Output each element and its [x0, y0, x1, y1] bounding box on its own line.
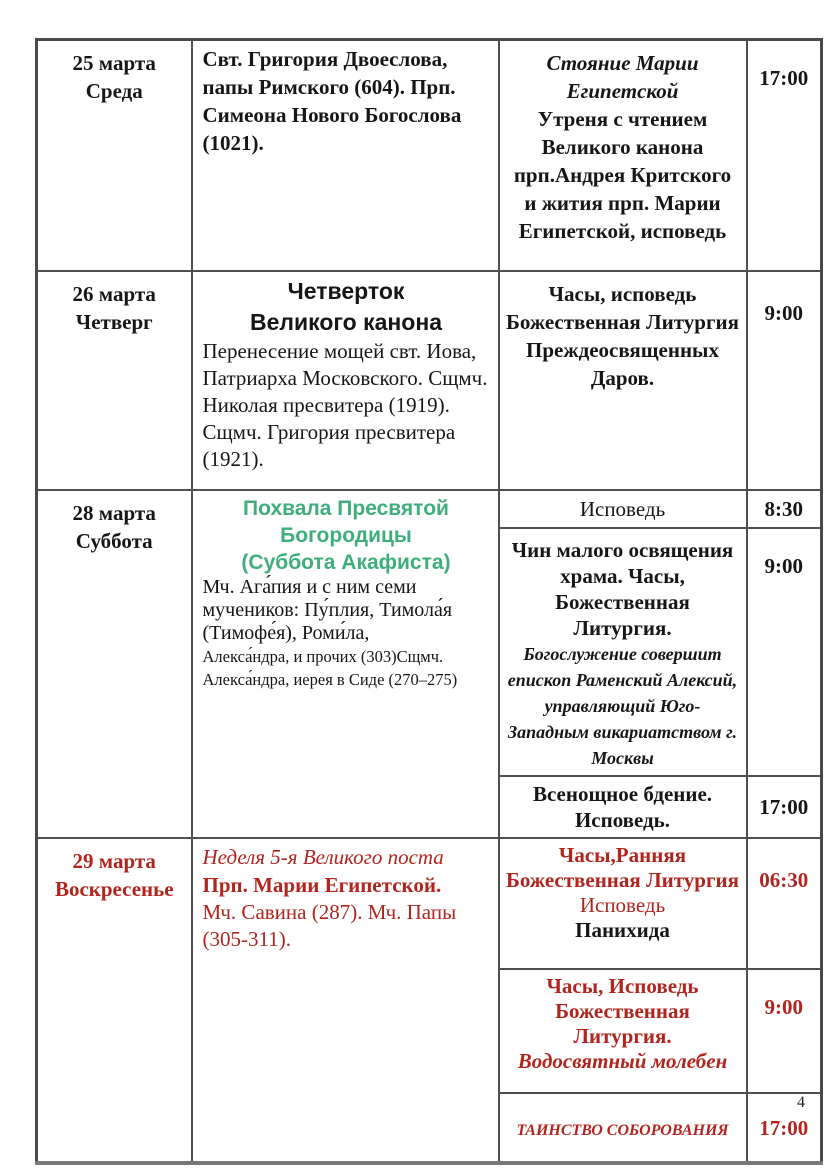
service-cell-day-3-sub-3	[499, 776, 747, 838]
time-text: 9:00	[764, 554, 803, 578]
table-row-day-1	[37, 40, 822, 272]
table-row-day-3	[37, 490, 822, 528]
time-cell	[747, 1093, 822, 1163]
weekday-text: Суббота	[75, 529, 153, 553]
schedule-table	[35, 38, 823, 1165]
saints-text: Перенесение мощей свт. Иова, Патриарха Московского. Сщмч. Николая пресвитера (1919). Сщмч. Григория пресвитера (1921).	[202, 339, 488, 471]
saints-cell-day-1	[192, 40, 499, 272]
date-text: 29 марта	[72, 849, 156, 873]
saints-text: Свт. Григория Двоеслова, папы Римского (604). Прп. Симеона Нового Богослова (1021).	[202, 47, 462, 155]
date-cell-day-3	[37, 490, 192, 838]
service-text: Утреня с чтением Великого канона прп.Андрея Критского и жития прп. Марии Египетской, исповедь	[513, 107, 732, 243]
time-text: 9:00	[764, 995, 803, 1019]
time-text: 06:30	[759, 868, 809, 892]
date-text: 28 марта	[72, 501, 156, 525]
table-row-day-4	[37, 838, 822, 969]
time-cell	[747, 838, 822, 969]
service-text: Всенощное бдение. Исповедь.	[532, 782, 713, 832]
service-cell-day-3-sub-2	[499, 528, 747, 776]
feast-heading-line1: Четверток	[287, 278, 405, 304]
saints-cell-day-4	[192, 838, 499, 1163]
service-text-plain: Исповедь	[579, 893, 666, 917]
weekday-text: Среда	[85, 79, 143, 103]
feast-heading-green-line2: (Суббота Акафиста)	[241, 551, 451, 574]
service-text: Часы, Исповедь Божественная Литургия.	[546, 974, 699, 1048]
service-text: Часы, исповедь Божественная Литургия Преждеосвященных Даров.	[506, 282, 739, 390]
time-text: 17:00	[759, 1115, 809, 1140]
service-cell-day-2	[499, 271, 747, 490]
table-row-day-2	[37, 271, 822, 490]
feast-week-title: Неделя 5-я Великого поста	[202, 845, 444, 869]
service-text: Исповедь	[579, 497, 666, 521]
service-moleben: Водосвятный молебен	[517, 1049, 728, 1073]
saints-cell-day-3	[192, 490, 499, 838]
time-cell	[747, 776, 822, 838]
weekday-text: Воскресенье	[54, 877, 174, 901]
service-cell-day-3-sub-1	[499, 490, 747, 528]
service-cell-day-4-sub-2	[499, 969, 747, 1093]
date-cell-day-4	[37, 838, 192, 1163]
time-cell	[747, 528, 822, 776]
date-text: 25 марта	[72, 51, 156, 75]
time-text: 17:00	[759, 795, 809, 819]
time-cell	[747, 969, 822, 1093]
saints-text: Мч. Ага́пия и с ним семи мучеников: Пу́плия, Тимола́я (Тимофе́я), Роми́ла,	[202, 576, 453, 644]
feast-heading-line2: Великого канона	[249, 309, 443, 335]
saints-text-small: Алекса́ндра, и прочих (303)Сщмч. Алекса́ндра, иерея в Сиде (270–275)	[202, 647, 458, 689]
service-cell-day-4-sub-3	[499, 1093, 747, 1163]
date-text: 26 марта	[72, 282, 156, 306]
saints-main: Прп. Марии Египетской.	[202, 873, 442, 897]
time-cell	[747, 490, 822, 528]
page-number: 4	[797, 1094, 805, 1111]
service-cell-day-4-sub-1	[499, 838, 747, 969]
weekday-text: Четверг	[75, 310, 153, 334]
feast-heading-green-line1: Похвала Пресвятой Богородицы	[243, 497, 449, 547]
service-note: Богослужение совершит епископ Раменский Алексий, управляющий Юго-Западным викариатством г. Москвы	[507, 644, 738, 768]
time-text: 17:00	[759, 66, 809, 90]
service-text: Часы,Ранняя Божественная Литургия	[506, 843, 739, 892]
service-title: Стояние Марии Египетской	[546, 51, 699, 103]
time-cell	[747, 40, 822, 272]
saints-text: Мч. Савина (287). Мч. Папы (305-311).	[202, 900, 457, 951]
time-text: 9:00	[764, 301, 803, 325]
saints-cell-day-2	[192, 271, 499, 490]
service-cell-day-1	[499, 40, 747, 272]
date-cell-day-1	[37, 40, 192, 272]
service-sacrament: ТАИНСТВО СОБОРОВАНИЯ	[516, 1121, 729, 1139]
time-text: 8:30	[764, 497, 803, 521]
date-cell-day-2	[37, 271, 192, 490]
time-cell	[747, 271, 822, 490]
service-text-black: Панихида	[575, 918, 670, 942]
service-text: Чин малого освящения храма. Часы, Божественная Литургия.	[511, 538, 734, 640]
